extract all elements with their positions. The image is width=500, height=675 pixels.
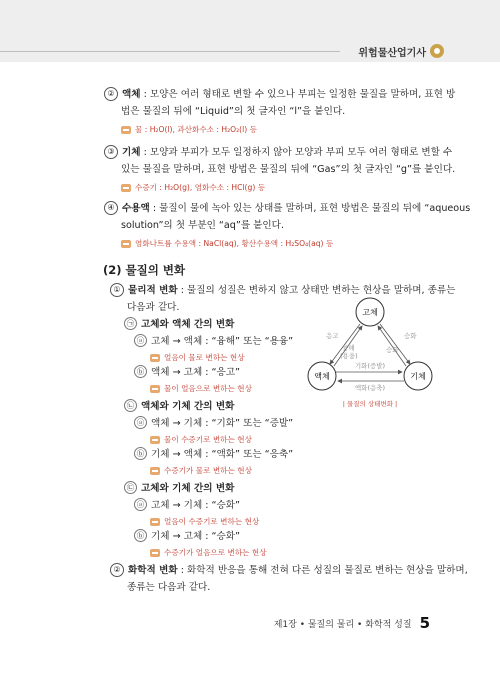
- example-text: 물이 수증기로 변하는 현상: [164, 435, 252, 444]
- item-number: ②: [104, 87, 118, 101]
- arrow-solid-gas: [380, 324, 410, 364]
- header-rule: [0, 51, 340, 52]
- item-mark: ⓐ: [134, 498, 147, 511]
- item-number: ③: [104, 145, 118, 159]
- item-number: ①: [110, 283, 124, 297]
- liquid-label: 액체: [314, 372, 330, 381]
- label-fusion: (용융): [340, 352, 358, 360]
- change-item: [134, 446, 293, 463]
- item-term: 액체: [122, 89, 141, 100]
- change-example: [150, 352, 245, 363]
- item-mark: ⓑ: [134, 365, 147, 378]
- example-gas: [121, 182, 265, 193]
- change-text: 액체 → 기체 : “기화” 또는 “증발”: [151, 418, 294, 429]
- change-example: [150, 465, 252, 476]
- state-change-diagram: [300, 296, 440, 424]
- example-icon: [150, 354, 160, 362]
- change-example: [150, 547, 267, 558]
- page-number: 5: [419, 614, 430, 632]
- item-term: 수용액: [122, 203, 150, 214]
- group-mark: ㉢: [124, 481, 137, 494]
- label-freezing: 응고: [326, 332, 339, 340]
- group-solid-liquid: [124, 316, 234, 333]
- item-mark: ⓑ: [134, 529, 147, 542]
- change-example: [150, 383, 252, 394]
- example-text: 수증기 : H₂O(g), 염화수소 : HCl(g) 등: [135, 183, 266, 192]
- example-text: 염화나트륨 수용액 : NaCl(aq), 황산수용액 : H₂SO₄(aq) 등: [135, 239, 334, 248]
- example-icon: [150, 467, 160, 475]
- change-text: 액체 → 고체 : “응고”: [151, 367, 241, 378]
- item-mark: ⓐ: [134, 416, 147, 429]
- item-aqueous-text: [104, 180, 107, 197]
- change-item: [134, 364, 240, 381]
- example-text: 수증기가 물로 변하는 현상: [164, 466, 252, 475]
- change-item: [134, 528, 240, 545]
- change-text: 기체 → 액체 : “액화” 또는 “응축”: [151, 449, 294, 460]
- group-liquid-gas: [124, 398, 234, 415]
- example-icon: [121, 240, 131, 248]
- group-solid-gas: [124, 480, 234, 497]
- change-example: [150, 516, 259, 527]
- change-item: [134, 415, 293, 432]
- item-mark: ⓑ: [134, 447, 147, 460]
- diagram-caption: | 물질의 상태변화 |: [342, 400, 398, 408]
- item-mark: ⓐ: [134, 334, 147, 347]
- label-sublimation-outer: 승화: [404, 332, 417, 340]
- item-line2: 법은 물질의 뒤에 “Liquid”의 첫 글자인 “l”을 붙인다.: [121, 106, 346, 117]
- header-badge-icon: [430, 44, 444, 58]
- item-line1: : 화학적 반응을 통해 전혀 다른 성질의 물질로 변하는 현상을 말하며,: [177, 565, 468, 576]
- example-icon: [121, 184, 131, 192]
- item-number: ②: [110, 563, 124, 577]
- example-icon: [150, 385, 160, 393]
- item-term: 기체: [122, 147, 141, 158]
- item-line2: 있는 물질을 말하며, 표현 방법은 물질의 뒤에 “Gas”의 첫 글자인 “g”를 붙인다.: [121, 164, 456, 175]
- change-text: 기체 → 고체 : “승화”: [151, 531, 241, 542]
- gas-label: 기체: [410, 372, 426, 381]
- example-text: 수증기가 얼음으로 변하는 현상: [164, 548, 267, 557]
- item-line2: 종류는 다음과 같다.: [127, 582, 211, 593]
- group-mark: ㉡: [124, 399, 137, 412]
- example-text: 물이 얼음으로 변하는 현상: [164, 384, 252, 393]
- running-header: [358, 41, 426, 61]
- change-text: 고체 → 액체 : “융해” 또는 “용융”: [151, 336, 294, 347]
- chapter-label: 제1장 • 물질의 물리 • 화학적 성질: [273, 619, 412, 630]
- example-icon: [150, 436, 160, 444]
- example-text: 얼음이 수증기로 변하는 현상: [164, 517, 260, 526]
- label-sublimation-inner: 승화: [386, 346, 399, 354]
- item-line2: 다음과 같다.: [127, 302, 180, 313]
- example-aqueous: [121, 238, 333, 249]
- item-term: 화학적 변화: [128, 565, 178, 576]
- item-gas: [104, 144, 455, 178]
- item-line2: solution”의 첫 부분인 “aq”를 붙인다.: [121, 220, 285, 231]
- page-footer: [274, 614, 430, 632]
- example-text: 얼음이 물로 변하는 현상: [164, 353, 245, 362]
- chemical-change: [110, 562, 468, 596]
- group-title: 고체와 액체 간의 변화: [141, 319, 235, 330]
- group-title: 액체와 기체 간의 변화: [141, 401, 235, 412]
- example-icon: [150, 549, 160, 557]
- change-item: [134, 497, 240, 514]
- change-example: [150, 434, 252, 445]
- item-term: 물리적 변화: [128, 285, 178, 296]
- section-title: (2) 물질의 변화: [103, 263, 186, 277]
- group-mark: ㉠: [124, 317, 137, 330]
- group-title: 고체와 기체 간의 변화: [141, 483, 235, 494]
- header-title: 위험물산업기사: [358, 47, 426, 59]
- item-number: ④: [104, 201, 118, 215]
- change-item: [134, 333, 293, 350]
- item-line1: : 모양은 여러 형태로 변할 수 있으나 부피는 일정한 물질을 말하며, 표현 방: [140, 89, 456, 100]
- example-text: 물 : H₂O(l), 과산화수소 : H₂O₂(l) 등: [135, 125, 257, 134]
- item-liquid: [104, 86, 455, 120]
- example-icon: [150, 518, 160, 526]
- example-liquid: [121, 124, 257, 135]
- label-vaporization: 기화(증발): [354, 362, 386, 370]
- solid-label: 고체: [362, 308, 378, 317]
- label-melting: 융해: [342, 344, 355, 352]
- label-condensation: 액화(응축): [354, 384, 386, 392]
- example-icon: [121, 126, 131, 134]
- item-line1: : 모양과 부피가 모두 일정하지 않아 모양과 부피 모두 여러 형태로 변할 수: [140, 147, 453, 158]
- item-line1: : 물질이 물에 녹아 있는 상태를 말하며, 표현 방법은 물질의 뒤에 “aqueous: [149, 203, 471, 214]
- item-aqueous-body: [104, 200, 470, 234]
- item-line1: : 물질의 성질은 변하지 않고 상태만 변하는 현상을 말하며, 종류는: [177, 285, 456, 296]
- change-text: 고체 → 기체 : “승화”: [151, 500, 241, 511]
